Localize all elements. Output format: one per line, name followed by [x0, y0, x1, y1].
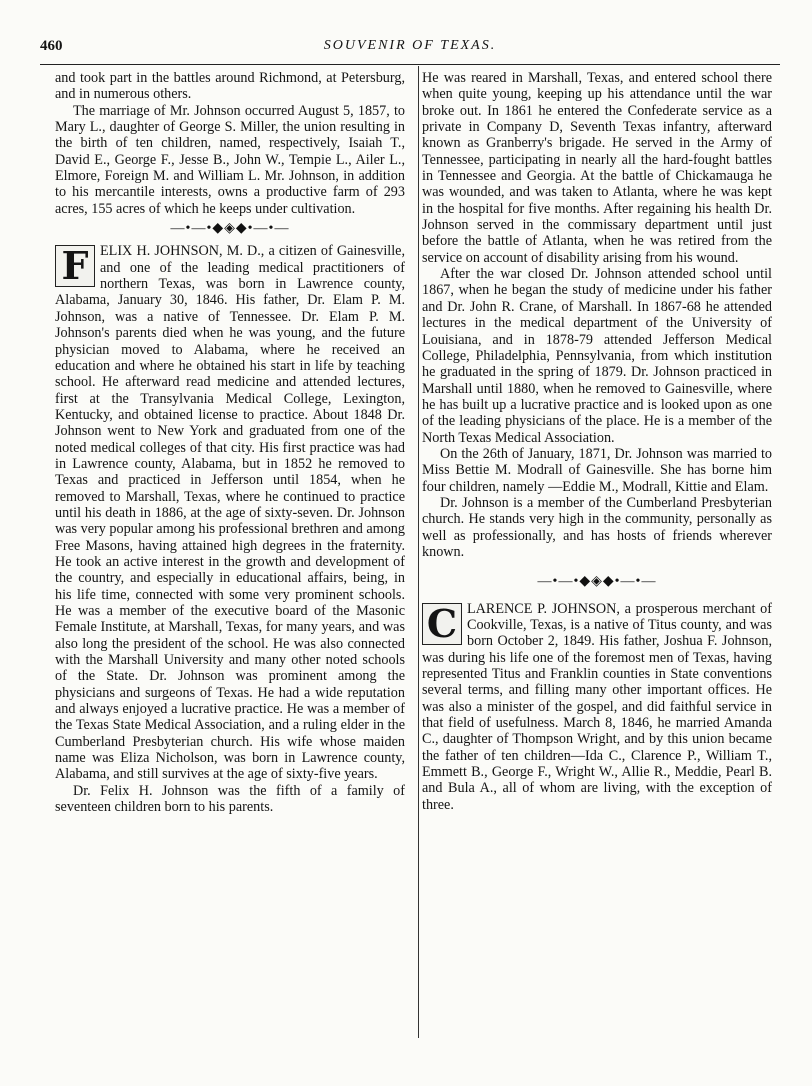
marriage-paragraph: The marriage of Mr. Johnson occurred August 5, 1857, to Mary L., daughter of George S. Miller, the union resulting in the birth of ten children, named, respectively, Isaiah T., David E., George F., Jesse B., John W., Tempie L., Ailer L., Elmore, Foreign M. and William L. Mr. Johnson, in addition to his mercantile interests, owns a productive farm of 293 acres, 155 acres of which he keeps under cultivation. [55, 102, 405, 217]
section-ornament: —•—•◆◈◆•—•— [537, 574, 657, 590]
felix-biography-paragraph: ELIX H. JOHNSON, M. D., a citizen of Gainesville, and one of the leading medical practitioners of northern Texas, was born in Lawrence county, Alabama, January 30, 1846. His father, Dr. Elam P. M. Johnson, was a native of Tennessee. Dr. Elam P. M. Johnson's parents died when he was young, and the future physician moved to Alabama, where he received an education and where he obtained his start in life by teaching school. He afterward read medicine and attended lectures, first at the Transylvania Medical College, Lexington, Kentucky, and obtained license to practice. About 1848 Dr. Johnson went to New York and graduated from one of the noted medical colleges of that city. His first practice was had in Lawrence county, Alabama, but in 1852 he removed to Texas and practiced in Jefferson until 1854, when he removed to Marshall, Texas, where he continued to practice until his death in 1886, at the age of sixty-seven. Dr. Johnson was very popular among his professional brethren and among Free Masons, having attained high degrees in the fraternity. He took an active interest in the growth and development of the country, and especially in educational affairs, being, in his life time, connected with some very prominent schools. He was a member of the executive board of the Masonic Female Institute, at Marshall, Texas, for many years, and was also long the president of the school. He was also connected with the Marshall University and many other noted schools of the State. Dr. Johnson was prominent among the physicians and surgeons of Texas. He had a wide reputation and always enjoyed a lucrative practice. He was a member of the Texas State Medical Association, and a ruling elder in the Cumberland Presbyterian church. His wife whose maiden name was Eliza Nicholson, was born in Lawrence county, Alabama, and still survives at the age of sixty-five years. [55, 243, 405, 783]
page-number: 460 [40, 38, 63, 54]
reared-paragraph: He was reared in Marshall, Texas, and entered school there when quite young, keeping up his attendance until the war broke out. In 1861 he entered the Confederate service as a private in Company D, Seventh Texas infantry, afterward known as Granberry's brigade. He served in the Army of Tennessee, participating in nearly all the hard-fought battles in Tennessee and Georgia. At the battle of Chickamauga he was wounded, and was taken to Atlanta, where he was kept in the hospital for five months. After regaining his health Dr. Johnson served in the commissary department until just before the battle of Atlanta, when he was retired from the service on account of disability arising from his wound. [422, 70, 772, 266]
running-title: SOUVENIR OF TEXAS. [323, 38, 497, 53]
page-header [40, 38, 780, 60]
clarence-johnson-biography [422, 601, 772, 813]
column-divider [418, 66, 419, 1038]
after-war-paragraph: After the war closed Dr. Johnson attended school until 1867, when he began the study of medicine under his father and Dr. John R. Crane, of Marshall. In 1867-68 he attended lectures in the medical department of the University of Louisiana, and in 1878-79 attended Jefferson Medical College, Philadelphia, Pennsylvania, from which institution he graduated in the spring of 1879. Dr. Johnson practiced in Marshall until 1880, when he removed to Gainesville, where he has built up a lucrative practice and is looked upon as one of the leading physicians of the place. He is a member of the North Texas Medical Association. [422, 266, 772, 446]
intro-paragraph: and took part in the battles around Richmond, at Petersburg, and in numerous others. [55, 70, 405, 103]
fifth-child-paragraph: Dr. Felix H. Johnson was the fifth of a family of seventeen children born to his parents. [55, 782, 405, 816]
section-ornament: —•—•◆◈◆•—•— [170, 221, 290, 237]
drop-cap-f: F [55, 245, 95, 287]
right-column [422, 70, 772, 813]
left-column [55, 70, 405, 815]
header-rule [40, 64, 780, 65]
drop-cap-c: C [422, 603, 462, 645]
clarence-biography-paragraph: LARENCE P. JOHNSON, a prosperous merchant of Cookville, Texas, is a native of Titus county, and was born October 2, 1849. His father, Joshua F. Johnson, was during his life one of the foremost men of Texas, having represented Titus and Franklin counties in State conventions several terms, and filling many other important offices. He was also a minister of the gospel, and did faithful service in that field of usefulness. March 8, 1846, he married Amanda C., daughter of Thompson Wright, and by this union became the father of ten children—Ida C., Clarence P., William T., Emmett B., George F., Wright W., Allie R., Meddie, Pearl B. and Bula A., all of whom are living, with the exception of three. [422, 600, 772, 813]
felix-johnson-biography [55, 243, 405, 782]
church-paragraph: Dr. Johnson is a member of the Cumberland Presbyterian church. He stands very high in the community, personally as well as professionally, and has hosts of friends wherever known. [422, 494, 772, 560]
married-paragraph: On the 26th of January, 1871, Dr. Johnson was married to Miss Bettie M. Modrall of Gainesville. She has borne him four children, namely —Eddie M., Modrall, Kittie and Elam. [422, 445, 772, 495]
